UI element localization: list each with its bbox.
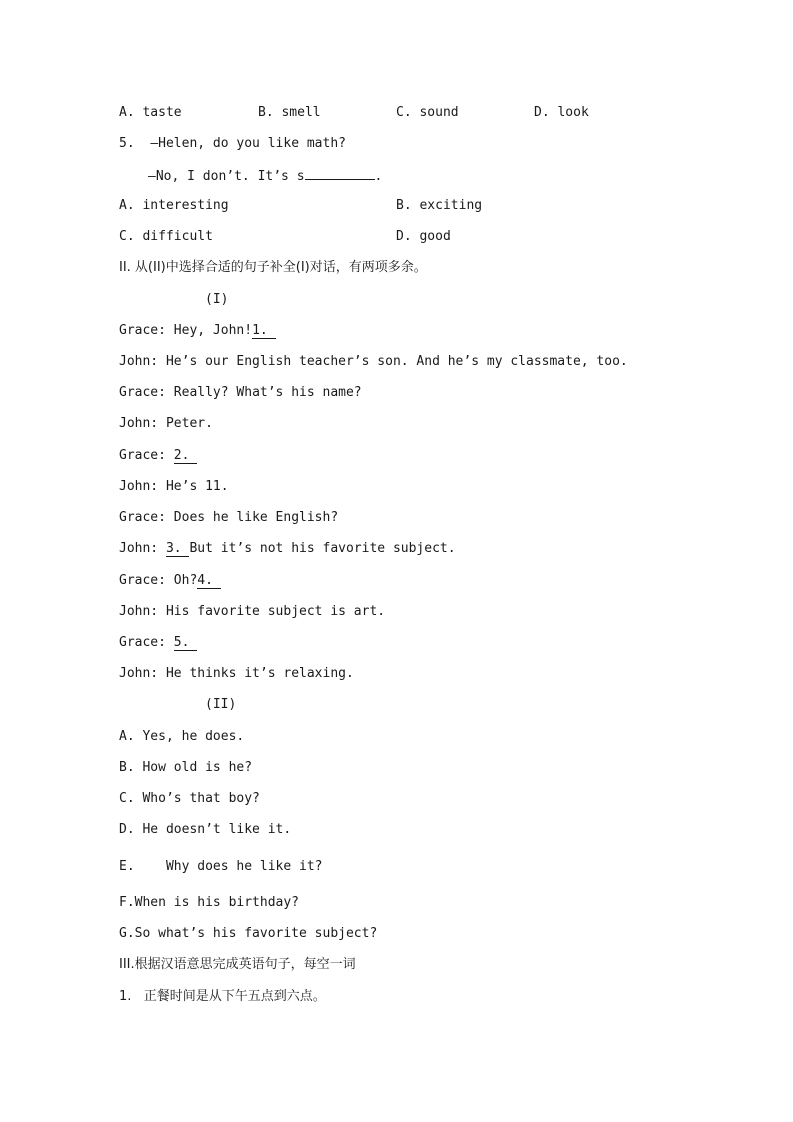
q5-answer-suffix: .: [374, 169, 383, 184]
dialog-line: [119, 573, 221, 589]
dialog-text: His favorite subject is art.: [165, 604, 386, 619]
q5-option-a: A. interesting: [119, 198, 229, 213]
speaker: John:: [119, 354, 166, 369]
q5-option-d: D. good: [396, 229, 451, 244]
blank-5: 5.: [173, 635, 198, 650]
q5-answer-prefix: —No, I don’t. It’s s: [148, 169, 305, 184]
dialog-text: Does he like English?: [173, 510, 339, 525]
q5-prompt: —Helen, do you like math?: [150, 136, 346, 151]
speaker: John:: [119, 666, 166, 681]
speaker: Grace:: [119, 323, 174, 338]
q5-answer-line: [148, 167, 382, 185]
dialog-text: Peter.: [165, 416, 213, 431]
dialog-text: He thinks it’s relaxing.: [165, 666, 354, 681]
blank-1: 1.: [252, 323, 276, 338]
speaker: John:: [119, 479, 166, 494]
speaker: Grace:: [119, 573, 174, 588]
speaker: John:: [119, 416, 166, 431]
choice-f: F.When is his birthday?: [119, 895, 300, 910]
dialog-line: [119, 354, 628, 370]
section3-item-1: 1. 正餐时间是从下午五点到六点。: [119, 989, 326, 1004]
q5-answer-blank: [305, 167, 375, 180]
choice-b: B. How old is he?: [119, 760, 253, 775]
choice-e: E. Why does he like it?: [119, 859, 323, 874]
q5-number: 5.: [119, 136, 135, 151]
dialog-text: He’s our English teacher’s son. And he’s my classmate, too.: [165, 354, 628, 369]
speaker: Grace:: [119, 635, 174, 650]
dialog-line: [119, 666, 354, 682]
section2-heading: II. 从(II)中选择合适的句子补全(I)对话，有两项多余。: [119, 260, 427, 275]
speaker: Grace:: [119, 510, 174, 525]
blank-2: 2.: [173, 448, 198, 463]
section3-heading: III.根据汉语意思完成英语句子，每空一词: [119, 957, 356, 972]
dialog-line: [119, 541, 456, 557]
dialog-line: [119, 635, 197, 651]
blank-3: 3.: [165, 541, 190, 556]
dialog-line: [119, 448, 197, 464]
q4-option-c: C. sound: [396, 105, 459, 120]
dialog-text: But it’s not his favorite subject.: [189, 541, 456, 556]
q5-prompt-line: [119, 136, 346, 152]
dialog-text: Hey, John!: [173, 323, 253, 338]
choice-g: G.So what’s his favorite subject?: [119, 926, 378, 941]
dialog-text: Oh?: [173, 573, 198, 588]
dialog-line: [119, 385, 362, 401]
q4-option-a: A. taste: [119, 105, 182, 120]
choice-d: D. He doesn’t like it.: [119, 822, 292, 837]
speaker: Grace:: [119, 448, 174, 463]
choice-c: C. Who’s that boy?: [119, 791, 260, 806]
dialog-line: [119, 416, 213, 432]
dialog-line: [119, 510, 338, 526]
part2-label: (II): [205, 697, 237, 712]
dialog-text: He’s 11.: [165, 479, 229, 494]
q5-option-c: C. difficult: [119, 229, 213, 244]
blank-4: 4.: [197, 573, 221, 588]
dialog-text: Really? What’s his name?: [173, 385, 362, 400]
dialog-line: [119, 323, 276, 339]
dialog-line: [119, 604, 385, 620]
speaker: Grace:: [119, 385, 174, 400]
speaker: John:: [119, 604, 166, 619]
dialog-line: [119, 479, 229, 495]
q4-option-b: B. smell: [258, 105, 321, 120]
choice-a: A. Yes, he does.: [119, 729, 245, 744]
part1-label: (I): [205, 292, 229, 307]
speaker: John:: [119, 541, 166, 556]
q5-option-b: B. exciting: [396, 198, 483, 213]
q4-option-d: D. look: [534, 105, 589, 120]
